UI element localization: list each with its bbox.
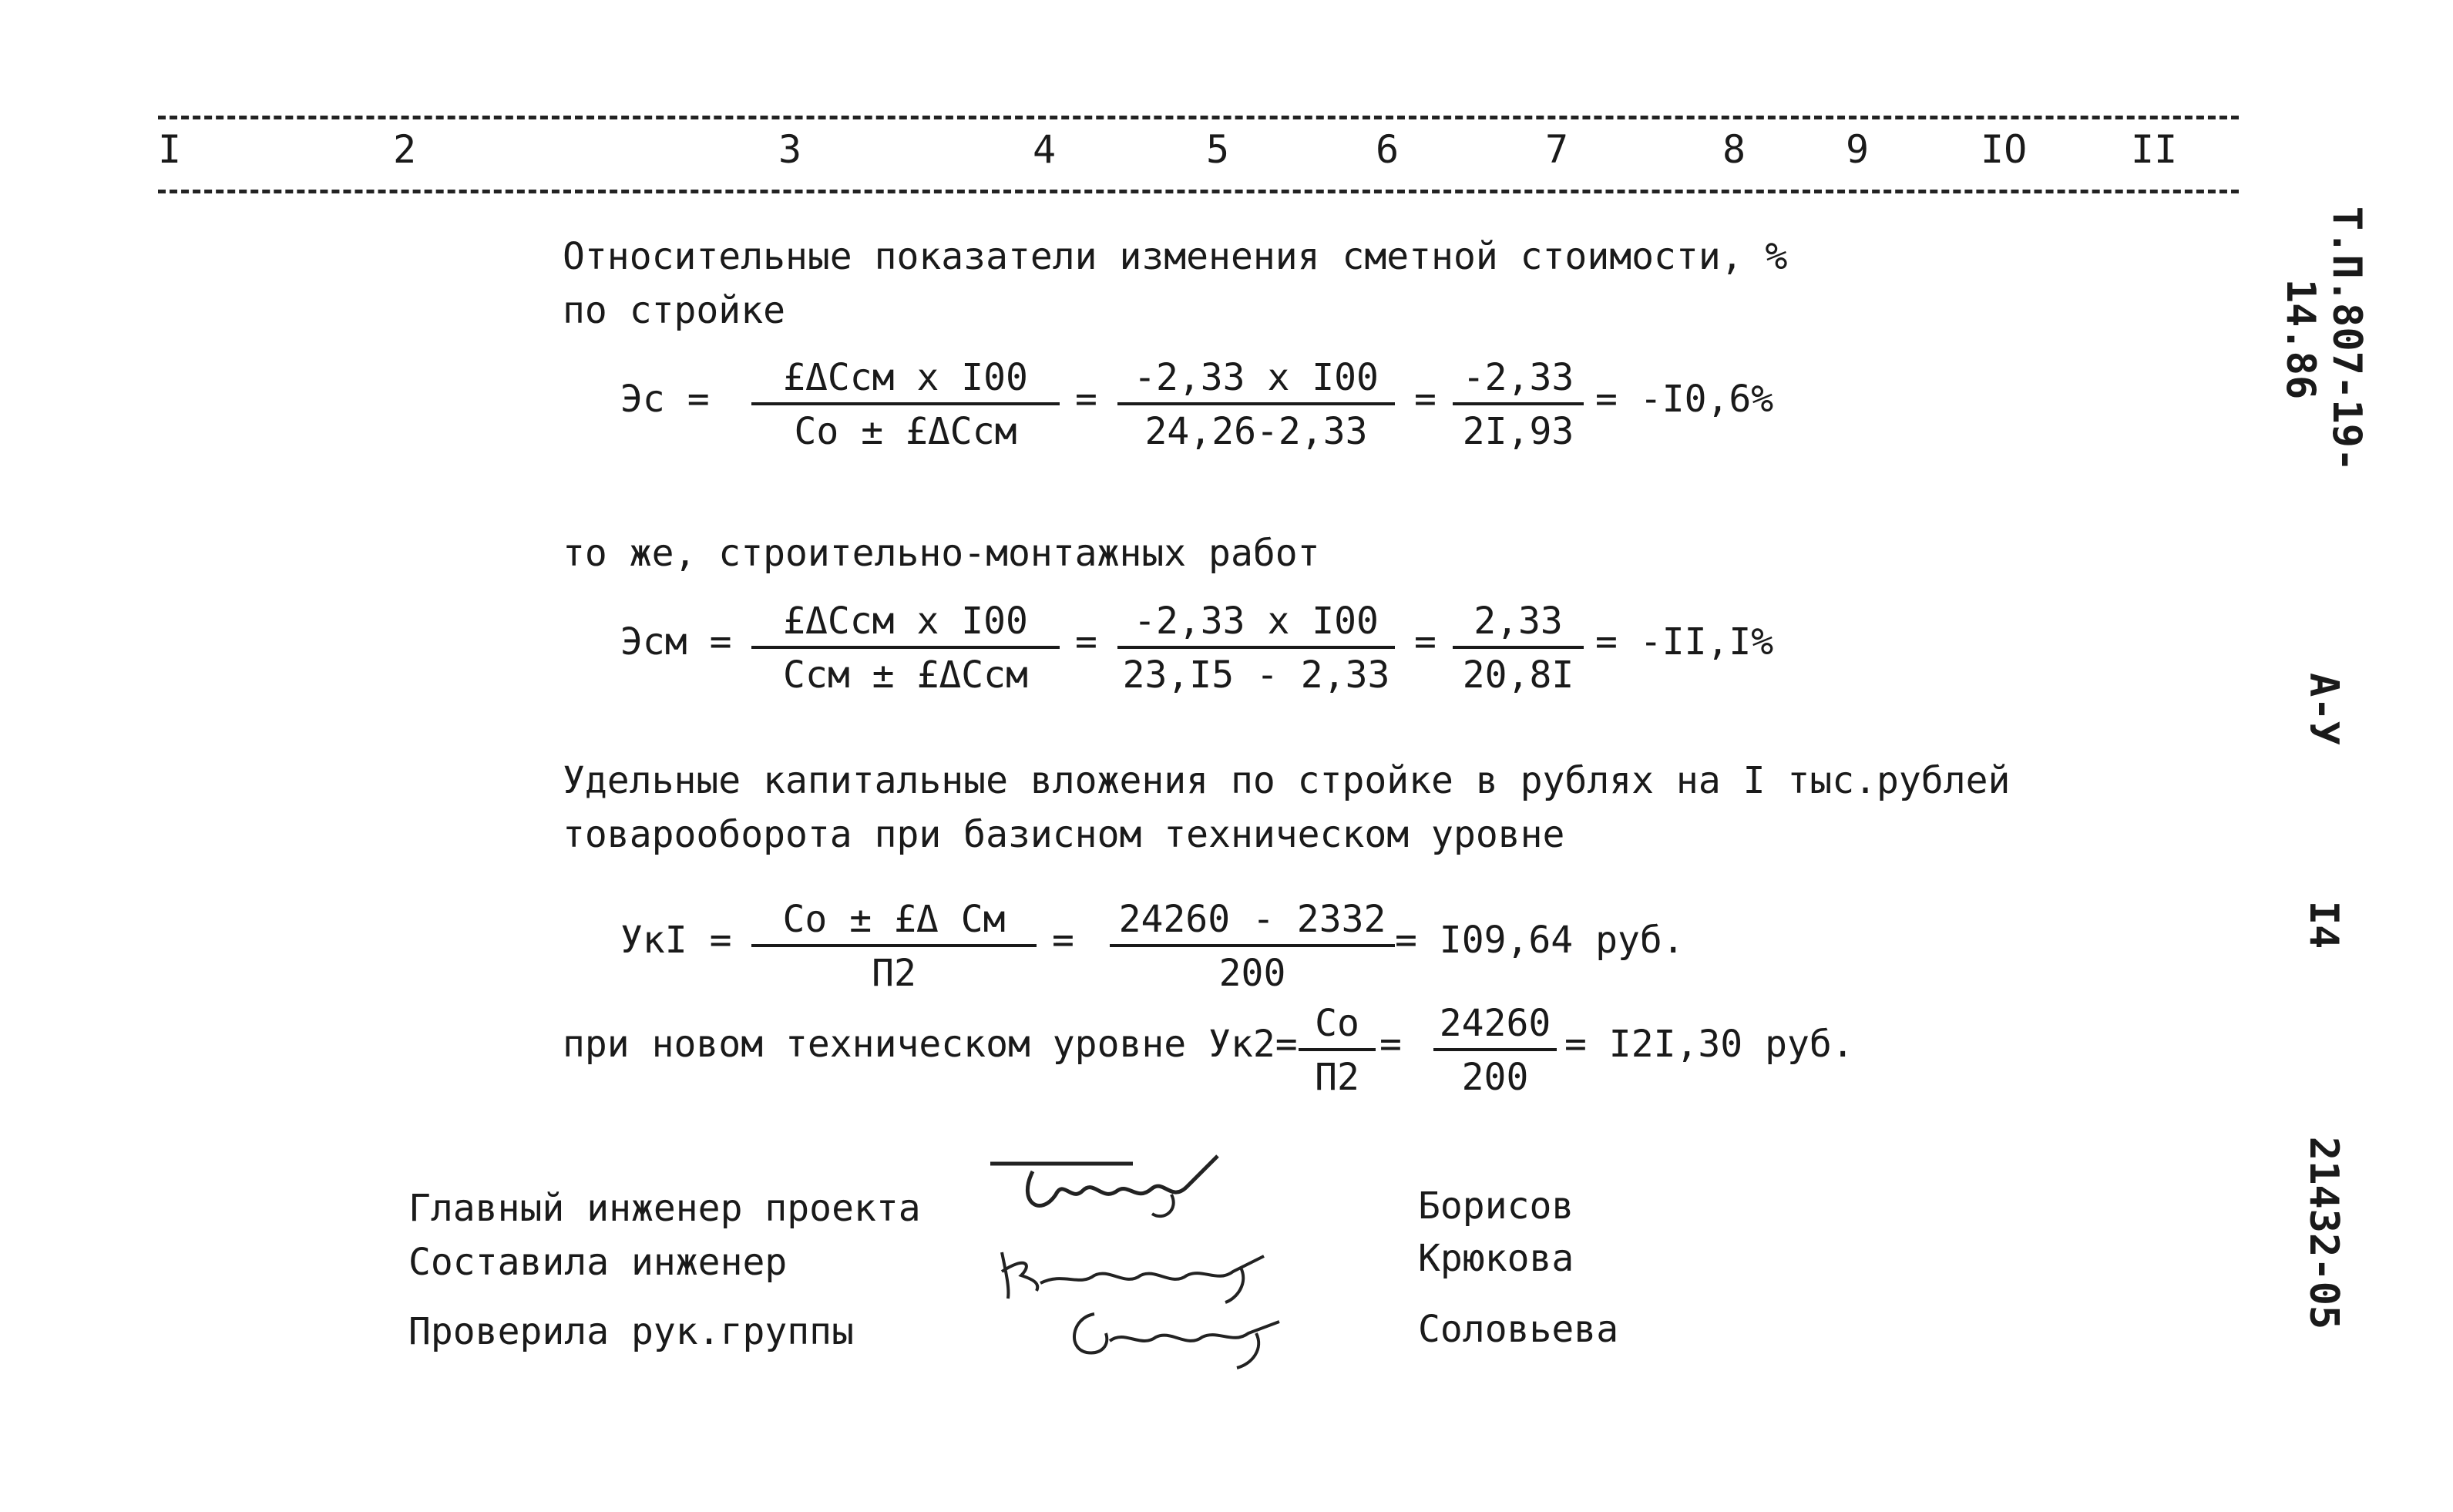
frac-numerator: Co ± £Δ Cм [751,898,1037,947]
formula3-lhs: УкI = [620,919,732,962]
frac-denominator: 20,8I [1462,654,1574,697]
column-number: 3 [778,127,802,172]
column-number: 8 [1722,127,1746,172]
formula2-result: = -II,I% [1595,620,1774,664]
doc-number: 21432-05 [2300,1136,2347,1330]
formula4-result: = I2I,30 руб. [1564,1023,1854,1066]
handwritten-signature-engineer [994,1241,1287,1310]
equals-sign: = [1075,378,1097,421]
formula1-lhs: Эс = [620,378,710,421]
equals-sign: = [1414,620,1437,664]
formula1-result: = -I0,6% [1595,378,1774,421]
frac-denominator: 200 [1218,952,1286,995]
formula1-frac2 [1117,356,1395,453]
section4-prefix: при новом техническом уровне Ук2= [563,1023,1298,1066]
formula3-result: = I09,64 руб. [1395,919,1685,962]
formula3-frac1 [751,898,1037,995]
column-number: IO [1981,127,2028,172]
handwritten-signature-checker [1064,1302,1295,1372]
section1-title: Относительные показатели изменения сметной стоимости, % [563,235,1788,278]
column-number: 2 [393,127,417,172]
signature-role-checker: Проверила рук.группы [408,1310,854,1353]
equals-sign: = [1052,919,1074,962]
page-number: I4 [2300,900,2347,949]
frac-numerator: 24260 - 2332 [1110,898,1395,947]
frac-numerator: Co [1299,1002,1376,1051]
formula1-frac3 [1453,356,1584,453]
section3-line2: товарооборота при базисном техническом уровне [563,813,1565,856]
formula2-frac2 [1117,600,1395,697]
handwritten-signature-chief [986,1148,1248,1241]
signature-role-engineer: Составила инженер [408,1241,788,1284]
frac-denominator: Cсм ± £ΔCсм [783,654,1028,697]
equals-sign: = [1379,1023,1402,1066]
formula4-frac2 [1433,1002,1557,1099]
signature-name-chief: Борисов [1418,1184,1574,1228]
formula4-frac1 [1299,1002,1376,1099]
doc-mark: А-У [2300,673,2347,745]
frac-denominator: П2 [872,952,916,995]
frac-numerator: 2,33 [1453,600,1584,649]
frac-numerator: £ΔCсм х I00 [751,356,1060,405]
section1-subtitle: по стройке [563,289,785,332]
section3-line1: Удельные капитальные вложения по стройке в рублях на I тыс.рублей [563,759,2011,802]
formula2-lhs: Эсм = [620,620,732,664]
equals-sign: = [1075,620,1097,664]
doc-code: Т.П.807-19-14.86 [2277,206,2370,472]
formula2-frac3 [1453,600,1584,697]
frac-denominator: 2I,93 [1462,410,1574,453]
frac-numerator: -2,33 х I00 [1117,600,1395,649]
frac-numerator: 24260 [1433,1002,1557,1051]
column-number: 6 [1376,127,1400,172]
header-top-rule [158,116,2239,119]
section2-title: то же, строительно-монтажных работ [563,532,1320,575]
column-number: 5 [1206,127,1230,172]
equals-sign: = [1414,378,1437,421]
column-number: I [158,127,182,172]
header-bottom-rule [158,190,2239,193]
frac-numerator: -2,33 х I00 [1117,356,1395,405]
frac-denominator: 24,26-2,33 [1144,410,1368,453]
frac-denominator: 23,I5 - 2,33 [1122,654,1390,697]
signature-name-checker: Соловьева [1418,1308,1619,1351]
frac-denominator: П2 [1315,1056,1359,1099]
formula1-frac1 [751,356,1060,453]
column-number: 9 [1846,127,1870,172]
frac-denominator: Co ± £ΔCсм [794,410,1017,453]
signature-role-chief: Главный инженер проекта [408,1187,921,1230]
column-number: II [2131,127,2178,172]
formula3-frac2 [1110,898,1395,995]
column-number: 4 [1033,127,1057,172]
formula2-frac1 [751,600,1060,697]
frac-denominator: 200 [1461,1056,1529,1099]
signature-name-engineer: Крюкова [1418,1237,1574,1280]
frac-numerator: £ΔCсм х I00 [751,600,1060,649]
frac-numerator: -2,33 [1453,356,1584,405]
column-number: 7 [1545,127,1569,172]
